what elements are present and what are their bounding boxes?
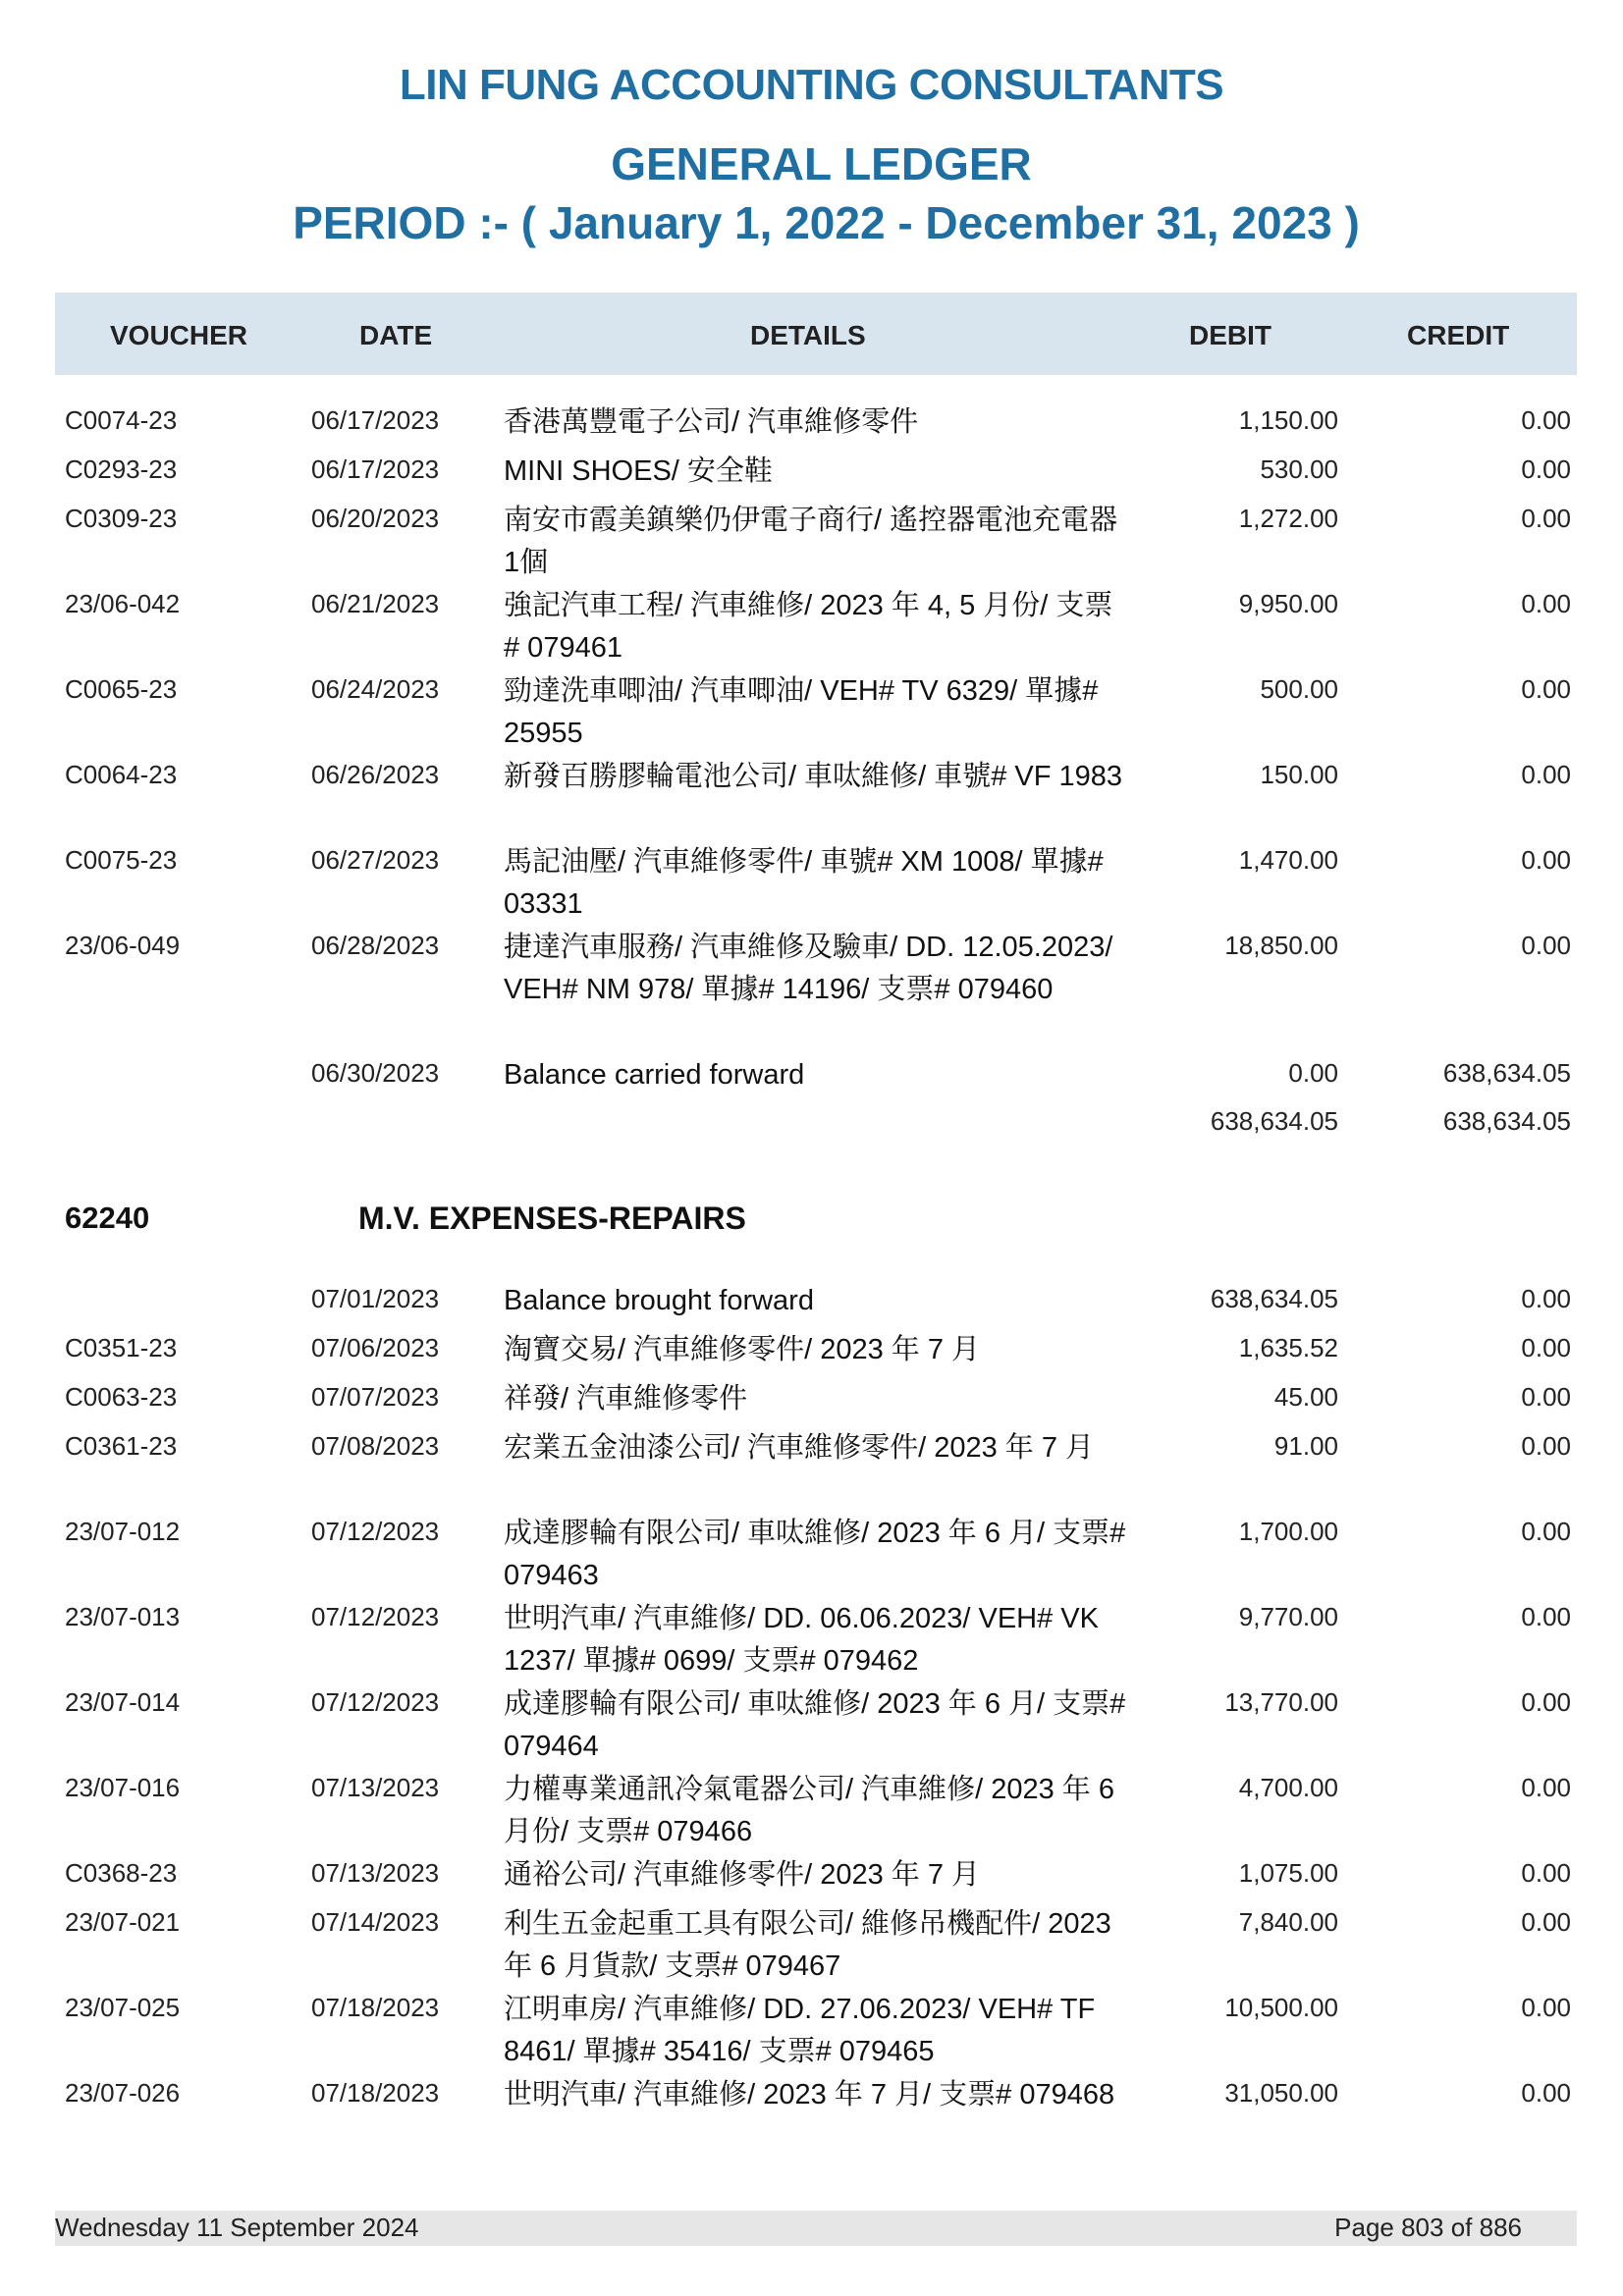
details-cell: 江明車房/ 汽車維修/ DD. 27.06.2023/ VEH# TF 8461/ 單據# 35416/ 支票# 079465 [504, 1994, 1096, 2067]
credit-cell: 0.00 [1521, 1517, 1571, 1546]
voucher-cell: C0064-23 [65, 760, 178, 789]
voucher-cell: 23/06-042 [65, 589, 181, 618]
debit-cell: 9,770.00 [1238, 1602, 1338, 1631]
details-cell: Balance brought forward [504, 1285, 814, 1316]
debit-cell: 1,700.00 [1238, 1517, 1338, 1546]
details-cell: 捷達汽車服務/ 汽車維修及驗車/ DD. 12.05.2023/ VEH# NM 978/ 單據# 14196/ 支票# 079460 [504, 932, 1113, 1005]
credit-cell: 0.00 [1521, 1333, 1571, 1362]
account-code: 62240 [65, 1201, 150, 1235]
details-cell: MINI SHOES/ 安全鞋 [504, 455, 773, 487]
voucher-cell: 23/06-049 [65, 931, 181, 960]
date-cell: 07/18/2023 [311, 1993, 440, 2022]
voucher-cell: C0368-23 [65, 1858, 178, 1888]
voucher-cell: C0309-23 [65, 504, 178, 533]
date-cell: 06/20/2023 [311, 504, 440, 533]
credit-cell: 0.00 [1521, 405, 1571, 435]
debit-cell: 1,150.00 [1238, 405, 1338, 435]
voucher-cell: 23/07-025 [65, 1993, 181, 2022]
details-cell: 成達膠輪有限公司/ 車呔維修/ 2023 年 6 月/ 支票# 079463 [504, 1518, 1126, 1591]
credit-cell: 0.00 [1521, 454, 1571, 484]
details-cell: 世明汽車/ 汽車維修/ DD. 06.06.2023/ VEH# VK 1237/ 單據# 0699/ 支票# 079462 [504, 1603, 1099, 1677]
date-cell: 07/12/2023 [311, 1602, 440, 1631]
date-cell: 06/24/2023 [311, 674, 440, 704]
date-cell: 06/28/2023 [311, 931, 440, 960]
date-cell: 07/13/2023 [311, 1773, 440, 1802]
credit-cell: 638,634.05 [1442, 1058, 1571, 1088]
details-cell: 宏業五金油漆公司/ 汽車維修零件/ 2023 年 7 月 [504, 1432, 1095, 1464]
date-cell: 07/18/2023 [311, 2078, 440, 2108]
details-cell: 世明汽車/ 汽車維修/ 2023 年 7 月/ 支票# 079468 [504, 2079, 1115, 2110]
date-cell: 07/06/2023 [311, 1333, 440, 1362]
col-header-details: DETAILS [750, 320, 866, 350]
account-name: M.V. EXPENSES-REPAIRS [358, 1201, 746, 1236]
date-cell: 07/13/2023 [311, 1858, 440, 1888]
col-header-date: DATE [359, 320, 433, 350]
footer-date: Wednesday 11 September 2024 [55, 2213, 419, 2242]
debit-cell: 10,500.00 [1224, 1993, 1338, 2022]
credit-cell: 0.00 [1521, 2078, 1571, 2108]
debit-cell: 150.00 [1260, 760, 1338, 789]
total-debit: 638,634.05 [1210, 1106, 1338, 1136]
details-cell: 馬記油壓/ 汽車維修零件/ 車號# XM 1008/ 單據# 03331 [504, 846, 1104, 920]
details-cell: 祥發/ 汽車維修零件 [504, 1383, 748, 1415]
details-cell: 新發百勝膠輪電池公司/ 車呔維修/ 車號# VF 1983 [504, 761, 1123, 792]
date-cell: 07/14/2023 [311, 1907, 440, 1937]
date-cell: 06/26/2023 [311, 760, 440, 789]
credit-cell: 0.00 [1521, 589, 1571, 618]
date-cell: 06/21/2023 [311, 589, 440, 618]
voucher-cell: C0293-23 [65, 454, 178, 484]
col-header-debit: DEBIT [1189, 320, 1271, 350]
details-cell: 強記汽車工程/ 汽車維修/ 2023 年 4, 5 月份/ 支票# 079461 [504, 590, 1113, 664]
credit-cell: 0.00 [1521, 1773, 1571, 1802]
debit-cell: 45.00 [1273, 1382, 1338, 1412]
credit-cell: 0.00 [1521, 1907, 1571, 1937]
credit-cell: 0.00 [1521, 504, 1571, 533]
credit-cell: 0.00 [1521, 1602, 1571, 1631]
voucher-cell: C0361-23 [65, 1431, 178, 1461]
date-cell: 07/12/2023 [311, 1517, 440, 1546]
col-header-voucher: VOUCHER [110, 320, 248, 350]
debit-cell: 31,050.00 [1224, 2078, 1338, 2108]
details-cell: 南安市霞美鎮樂仍伊電子商行/ 遙控器電池充電器1個 [504, 505, 1118, 578]
date-cell: 07/07/2023 [311, 1382, 440, 1412]
voucher-cell: 23/07-026 [65, 2078, 181, 2108]
date-cell: 07/08/2023 [311, 1431, 440, 1461]
credit-cell: 0.00 [1521, 760, 1571, 789]
debit-cell: 1,075.00 [1238, 1858, 1338, 1888]
date-cell: 06/27/2023 [311, 845, 440, 875]
details-cell: 利生五金起重工具有限公司/ 維修吊機配件/ 2023 年 6 月貨款/ 支票# 079467 [504, 1908, 1111, 1982]
report-title: GENERAL LEDGER [611, 138, 1032, 189]
company-name: LIN FUNG ACCOUNTING CONSULTANTS [399, 61, 1224, 109]
voucher-cell: 23/07-021 [65, 1907, 181, 1937]
debit-cell: 500.00 [1260, 674, 1338, 704]
details-cell: 勁達洗車唧油/ 汽車唧油/ VEH# TV 6329/ 單據# 25955 [504, 675, 1099, 749]
date-cell: 06/30/2023 [311, 1058, 440, 1088]
credit-cell: 0.00 [1521, 1431, 1571, 1461]
page-footer [55, 2211, 1577, 2246]
credit-cell: 0.00 [1521, 1284, 1571, 1313]
col-header-credit: CREDIT [1407, 320, 1510, 350]
voucher-cell: 23/07-013 [65, 1602, 181, 1631]
report-period: PERIOD :- ( January 1, 2022 - December 31, 2023 ) [293, 197, 1360, 248]
credit-cell: 0.00 [1521, 1858, 1571, 1888]
debit-cell: 1,470.00 [1238, 845, 1338, 875]
voucher-cell: C0351-23 [65, 1333, 178, 1362]
debit-cell: 1,272.00 [1238, 504, 1338, 533]
credit-cell: 0.00 [1521, 1993, 1571, 2022]
debit-cell: 91.00 [1273, 1431, 1338, 1461]
credit-cell: 0.00 [1521, 1687, 1571, 1717]
details-cell: 成達膠輪有限公司/ 車呔維修/ 2023 年 6 月/ 支票# 079464 [504, 1688, 1126, 1762]
details-cell: 香港萬豐電子公司/ 汽車維修零件 [504, 406, 919, 438]
debit-cell: 7,840.00 [1238, 1907, 1338, 1937]
debit-cell: 13,770.00 [1224, 1687, 1338, 1717]
date-cell: 06/17/2023 [311, 454, 440, 484]
debit-cell: 0.00 [1288, 1058, 1338, 1088]
voucher-cell: 23/07-014 [65, 1687, 181, 1717]
credit-cell: 0.00 [1521, 674, 1571, 704]
debit-cell: 1,635.52 [1238, 1333, 1338, 1362]
voucher-cell: C0074-23 [65, 405, 178, 435]
details-cell: 通裕公司/ 汽車維修零件/ 2023 年 7 月 [504, 1859, 981, 1891]
credit-cell: 0.00 [1521, 845, 1571, 875]
total-credit: 638,634.05 [1442, 1106, 1571, 1136]
details-cell: Balance carried forward [504, 1059, 805, 1091]
voucher-cell: C0075-23 [65, 845, 178, 875]
debit-cell: 638,634.05 [1210, 1284, 1338, 1313]
page-number: Page 803 of 886 [1334, 2213, 1522, 2242]
voucher-cell: 23/07-012 [65, 1517, 181, 1546]
credit-cell: 0.00 [1521, 931, 1571, 960]
debit-cell: 4,700.00 [1238, 1773, 1338, 1802]
debit-cell: 530.00 [1260, 454, 1338, 484]
debit-cell: 9,950.00 [1238, 589, 1338, 618]
voucher-cell: C0065-23 [65, 674, 178, 704]
date-cell: 07/12/2023 [311, 1687, 440, 1717]
date-cell: 06/17/2023 [311, 405, 440, 435]
debit-cell: 18,850.00 [1224, 931, 1338, 960]
voucher-cell: C0063-23 [65, 1382, 178, 1412]
date-cell: 07/01/2023 [311, 1284, 440, 1313]
voucher-cell: 23/07-016 [65, 1773, 181, 1802]
details-cell: 力權專業通訊冷氣電器公司/ 汽車維修/ 2023 年 6 月份/ 支票# 079466 [504, 1774, 1114, 1847]
credit-cell: 0.00 [1521, 1382, 1571, 1412]
details-cell: 淘寶交易/ 汽車維修零件/ 2023 年 7 月 [504, 1334, 981, 1365]
